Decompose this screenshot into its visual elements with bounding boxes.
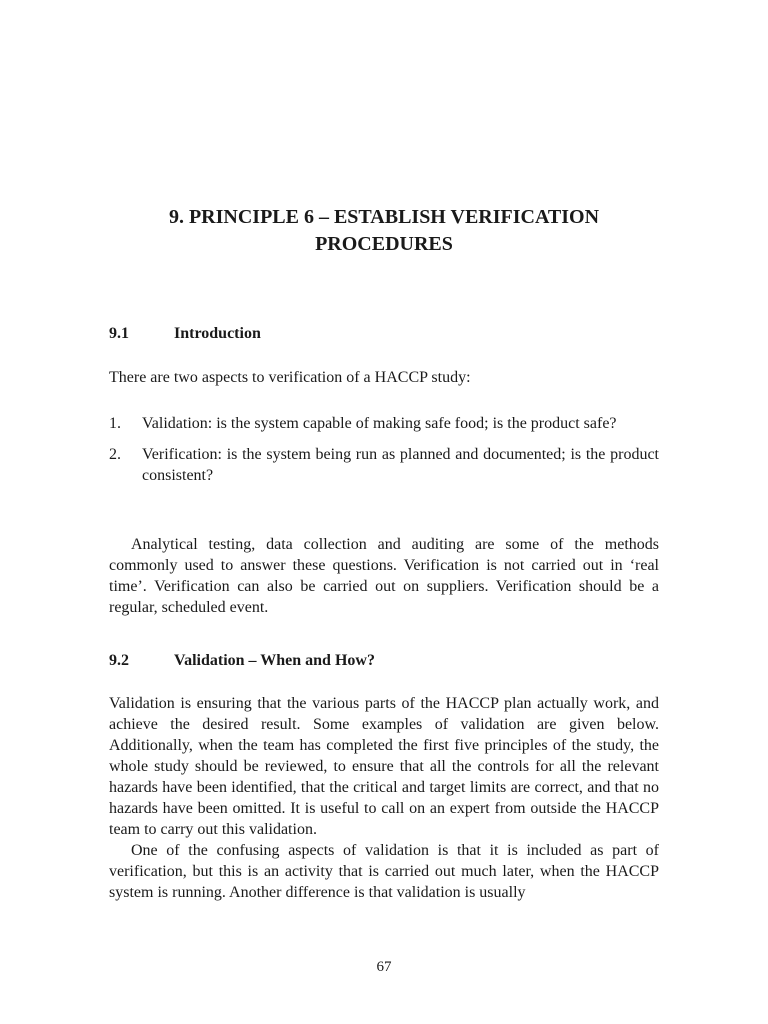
- section-title: Validation – When and How?: [174, 652, 375, 669]
- section-title: Introduction: [174, 325, 261, 342]
- list-item-marker: 2.: [109, 446, 121, 463]
- chapter-title: [100, 204, 668, 258]
- verification-aspects-list: [109, 413, 659, 496]
- chapter-title-line-1: 9. PRINCIPLE 6 – ESTABLISH VERIFICATION: [168, 206, 600, 228]
- section-number: 9.1: [109, 325, 129, 342]
- body-paragraph: Analytical testing, data collection and auditing are some of the methods commonly used to answer these questions. Verification is not carried out in ‘real time’. Verification can also be carried out on suppliers. Verification should be a regular, scheduled event.: [109, 536, 659, 616]
- section-heading-9-2: [109, 650, 375, 672]
- list-item-marker: 1.: [109, 415, 121, 432]
- section-number: 9.2: [109, 652, 129, 669]
- list-item-text: Verification: is the system being run as planned and documented; is the product consistent?: [142, 446, 659, 484]
- chapter-title-line-2: PROCEDURES: [315, 233, 453, 255]
- section-heading-9-1: [109, 323, 261, 345]
- list-item-text: Validation: is the system capable of making safe food; is the product safe?: [142, 415, 617, 432]
- body-paragraph: Validation is ensuring that the various parts of the HACCP plan actually work, and achieve the desired result. Some examples of validation are given below. Additionally, when the team has completed the first five principles of the study, the whole study should be reviewed, to ensure that all the controls for all the relevant hazards have been identified, that the critical and target limits are correct, and that no hazards have been omitted. It is useful to call on an expert from outside the HACCP team to carry out this validation.: [109, 695, 659, 838]
- list-item: [109, 444, 659, 486]
- section-intro-paragraph: There are two aspects to verification of a HACCP study:: [109, 369, 471, 386]
- body-paragraph: One of the confusing aspects of validation is that it is included as part of verification, but this is an activity that is carried out much later, when the HACCP system is running. Another difference is that validation is usually: [109, 842, 659, 901]
- page-number: 67: [376, 959, 392, 975]
- list-item: [109, 413, 659, 434]
